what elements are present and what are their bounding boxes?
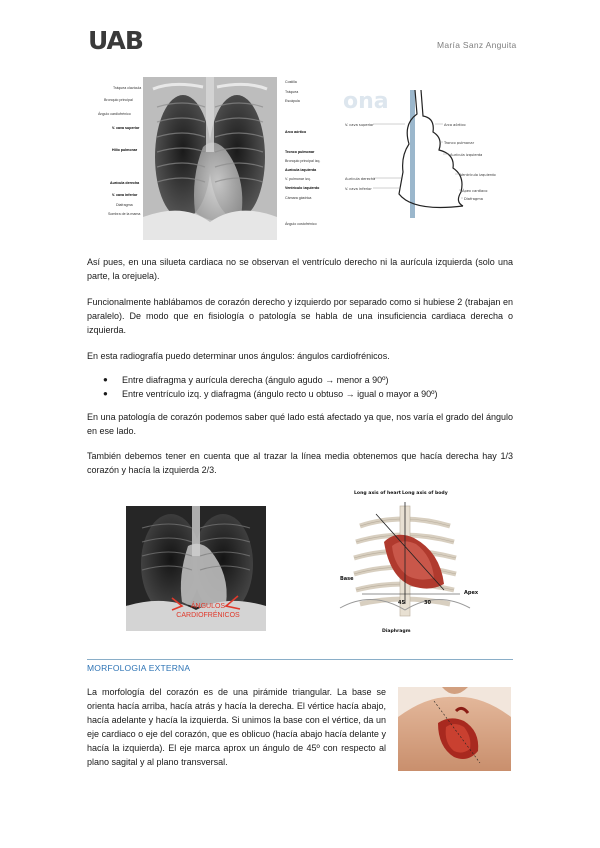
paragraph-midline: También debemos tener en cuenta que al trazar la línea media obtenemos que hacía derecha hay 1/3 corazón y hacía la izquierda 2/3. xyxy=(87,451,513,475)
xray1-label: Hilio pulmonar xyxy=(112,148,138,152)
uab-logo xyxy=(88,27,150,53)
angles-label-line2: CARDIOFRÉNICOS xyxy=(176,612,240,619)
outline-label: Ápex cardíaco xyxy=(462,189,488,193)
xray1-label: Costilla xyxy=(285,80,297,84)
outline-label: Aurícula derecha xyxy=(345,177,376,181)
paragraph-silhouette: Así pues, en una silueta cardiaca no se observan el ventrículo derecho ni la aurícula izquierda (solo una parte, la orejuela). xyxy=(87,257,513,281)
heart-label-diaphragm: Diaphragm xyxy=(382,629,411,634)
bullet-item xyxy=(103,373,513,387)
section-divider xyxy=(87,659,513,660)
paragraph-functional: Funcionalmente hablábamos de corazón derecho y izquierdo por separado como si hubiese 2 (trabajan en paralelo). De modo que en fisiología o patología se habla de una insuficiencia cardiaca derecha o izquierda. xyxy=(87,297,513,335)
xray1-label: Ángulo cardiofrénico xyxy=(98,112,131,116)
angles-label xyxy=(172,602,244,620)
torso-heart-image xyxy=(398,687,511,771)
section-title: MORFOLOGIA EXTERNA xyxy=(87,663,191,673)
xray1-label: Tráquea clavícula xyxy=(113,86,142,90)
bullet-dot-icon: ● xyxy=(103,389,108,398)
outline-label: V. cava inferior xyxy=(345,187,372,191)
heart-label-angle-left: 45 xyxy=(398,600,405,606)
paragraph-pathology: En una patología de corazón podemos saber qué lado está afectado ya que, nos varía el grado del ángulo en ese lado. xyxy=(87,412,513,436)
xray1-label: V. pulmonar izq. xyxy=(285,177,311,181)
xray1-label: V. cava inferior xyxy=(112,193,138,197)
xray1-label: Aurícula derecha xyxy=(110,181,140,185)
paragraph-morphology: La morfología del corazón es de una pirámide triangular. La base se orienta hacía arriba, hacía atrás y hacía la derecha. El vértice hacía abajo, hacía adelante y hacía la izquierda. Si unimos la base con el vértice, da un eje cardiaco o eje del corazón, que es oblicuo (hacía abajo hacía delante y hacía la izquierda). El eje marca aprox un ángulo de 45º con respecto al plano sagital y al plano transversal. xyxy=(87,687,386,767)
xray1-label: Cámara gástrica xyxy=(285,196,312,200)
bullet-dot-icon: ● xyxy=(103,375,108,384)
xray1-label: Ángulo costofrénico xyxy=(285,222,317,226)
heart-axis-diagram xyxy=(332,486,478,636)
xray1-label: Arco aórtico xyxy=(285,130,307,134)
chest-xray-labeled-image xyxy=(143,77,277,240)
cardiac-silhouette-diagram xyxy=(343,84,519,230)
outline-label: Aurícula izquierda xyxy=(450,153,483,157)
author-name: María Sanz Anguita xyxy=(437,40,517,50)
heart-label-apex: Apex xyxy=(464,590,478,596)
outline-label: V. cava superior xyxy=(345,123,374,127)
bullet-text: Entre ventrículo izq. y diafragma (ángulo recto u obtuso → igual o mayor a 90º) xyxy=(122,389,438,399)
paragraph-angles-intro: En esta radiografía puedo determinar unos ángulos: ángulos cardiofrénicos. xyxy=(87,351,390,361)
angles-label-line1: ÁNGULOS xyxy=(190,603,226,610)
heart-label-base: Base xyxy=(340,576,354,582)
xray1-label: V. cava superior xyxy=(112,126,140,130)
xray1-label: Sombra de la mama xyxy=(108,212,141,216)
xray1-label: Aurícula izquierda xyxy=(285,168,317,172)
bullet-text: Entre diafragma y aurícula derecha (ángulo agudo → menor a 90º) xyxy=(122,375,389,385)
xray1-label: Tronco pulmonar xyxy=(285,150,315,154)
xray1-label: Tráquea xyxy=(285,90,299,94)
heart-label-angle-right: 30 xyxy=(424,600,431,606)
angles-bullet-list xyxy=(103,373,513,401)
heart-label-long-axis-body: Long axis of body xyxy=(402,491,448,496)
xray1-label: Escápula xyxy=(285,99,300,103)
xray1-label: Bronquio principal izq. xyxy=(285,159,321,163)
heart-label-long-axis-heart: Long axis of heart xyxy=(354,491,401,496)
xray1-label: Diafragma xyxy=(116,203,133,207)
bullet-item xyxy=(103,387,513,401)
svg-text:UAB: UAB xyxy=(88,27,143,53)
watermark-text: ona xyxy=(343,89,389,114)
outline-label: Arco aórtico xyxy=(444,123,466,127)
outline-label: Tronco pulmonar xyxy=(444,141,475,145)
outline-label: Diafragma xyxy=(464,197,483,201)
xray1-label: Bronquio principal xyxy=(104,98,133,102)
outline-label: Ventrículo izquierdo xyxy=(460,173,496,177)
xray1-label: Ventrículo izquierdo xyxy=(285,186,320,190)
